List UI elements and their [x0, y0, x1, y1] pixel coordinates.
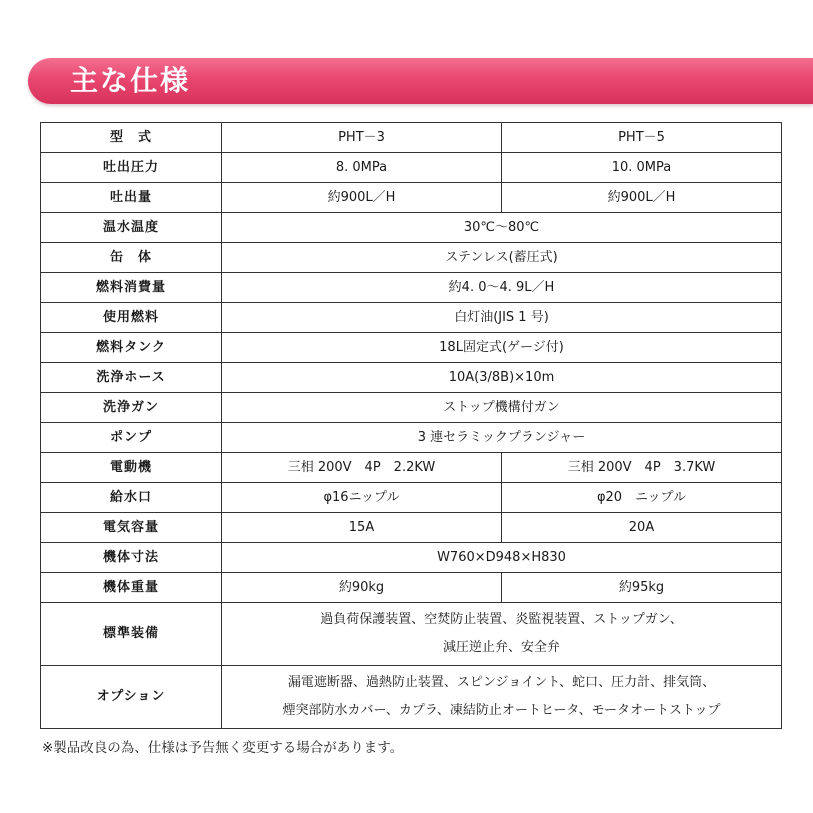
spec-table — [40, 122, 782, 729]
cell-value: PHT－3 — [222, 123, 502, 153]
cell-value: 18L固定式(ゲージ付) — [222, 333, 782, 363]
spec-row-options — [41, 666, 782, 729]
spec-row-fuel-type — [41, 303, 782, 333]
row-label: 燃料消費量 — [41, 273, 222, 303]
cell-value: 約95kg — [502, 573, 782, 603]
cell-value: 三相 200V 4P 3.7KW — [502, 453, 782, 483]
row-label: 機体寸法 — [41, 543, 222, 573]
cell-value: φ16ニップル — [222, 483, 502, 513]
row-label: 缶 体 — [41, 243, 222, 273]
cell-value: 三相 200V 4P 2.2KW — [222, 453, 502, 483]
row-label: 使用燃料 — [41, 303, 222, 333]
row-label: 吐出量 — [41, 183, 222, 213]
spec-row-weight — [41, 573, 782, 603]
cell-value: 10. 0MPa — [502, 153, 782, 183]
row-label: 電気容量 — [41, 513, 222, 543]
row-label: 燃料タンク — [41, 333, 222, 363]
cell-value: 15A — [222, 513, 502, 543]
cell-value: 約90kg — [222, 573, 502, 603]
section-header-banner — [28, 58, 813, 104]
row-label: ポンプ — [41, 423, 222, 453]
cell-value: 30℃～80℃ — [222, 213, 782, 243]
cell-value: φ20 ニップル — [502, 483, 782, 513]
spec-row-motor — [41, 453, 782, 483]
cell-value: 約4. 0～4. 9L／H — [222, 273, 782, 303]
section-title: 主な仕様 — [70, 64, 191, 97]
spec-row-fuel-consumption — [41, 273, 782, 303]
cell-value: 白灯油(JIS 1 号) — [222, 303, 782, 333]
cell-value: 20A — [502, 513, 782, 543]
row-label: オプション — [41, 666, 222, 729]
row-label: 洗浄ガン — [41, 393, 222, 423]
spec-row-electric-capacity — [41, 513, 782, 543]
row-label: 標準装備 — [41, 603, 222, 666]
row-label: 電動機 — [41, 453, 222, 483]
spec-row-dimensions — [41, 543, 782, 573]
spec-row-pressure — [41, 153, 782, 183]
spec-row-fuel-tank — [41, 333, 782, 363]
row-label: 洗浄ホース — [41, 363, 222, 393]
spec-row-standard-equipment — [41, 603, 782, 666]
spec-row-boiler — [41, 243, 782, 273]
row-label: 給水口 — [41, 483, 222, 513]
spec-row-flow — [41, 183, 782, 213]
cell-line: 漏電遮断器、過熱防止装置、スピンジョイント、蛇口、圧力計、排気筒、 — [287, 675, 716, 690]
cell-value-multiline — [222, 666, 782, 729]
cell-line: 煙突部防水カバー、カプラ、凍結防止オートヒータ、モータオートストップ — [282, 703, 721, 718]
cell-value: 約900L／H — [222, 183, 502, 213]
spec-row-hose — [41, 363, 782, 393]
cell-value: W760×D948×H830 — [222, 543, 782, 573]
spec-row-model — [41, 123, 782, 153]
footnote: ※製品改良の為、仕様は予告無く変更する場合があります。 — [42, 740, 404, 756]
spec-row-gun — [41, 393, 782, 423]
row-label: 温水温度 — [41, 213, 222, 243]
spec-row-water-inlet — [41, 483, 782, 513]
cell-line: 過負荷保護装置、空焚防止装置、炎監視装置、ストップガン、 — [320, 612, 683, 627]
row-label: 型 式 — [41, 123, 222, 153]
cell-value: PHT－5 — [502, 123, 782, 153]
cell-value: ステンレス(蓄圧式) — [222, 243, 782, 273]
cell-value: 約900L／H — [502, 183, 782, 213]
cell-value: ストップ機構付ガン — [222, 393, 782, 423]
spec-row-pump — [41, 423, 782, 453]
cell-value: 10A(3/8B)×10m — [222, 363, 782, 393]
spec-row-water-temp — [41, 213, 782, 243]
row-label: 機体重量 — [41, 573, 222, 603]
cell-value-multiline — [222, 603, 782, 666]
cell-value: 8. 0MPa — [222, 153, 502, 183]
cell-value: 3 連セラミックプランジャー — [222, 423, 782, 453]
cell-line: 減圧逆止弁、安全弁 — [442, 640, 560, 655]
spec-table-body — [41, 123, 782, 729]
row-label: 吐出圧力 — [41, 153, 222, 183]
